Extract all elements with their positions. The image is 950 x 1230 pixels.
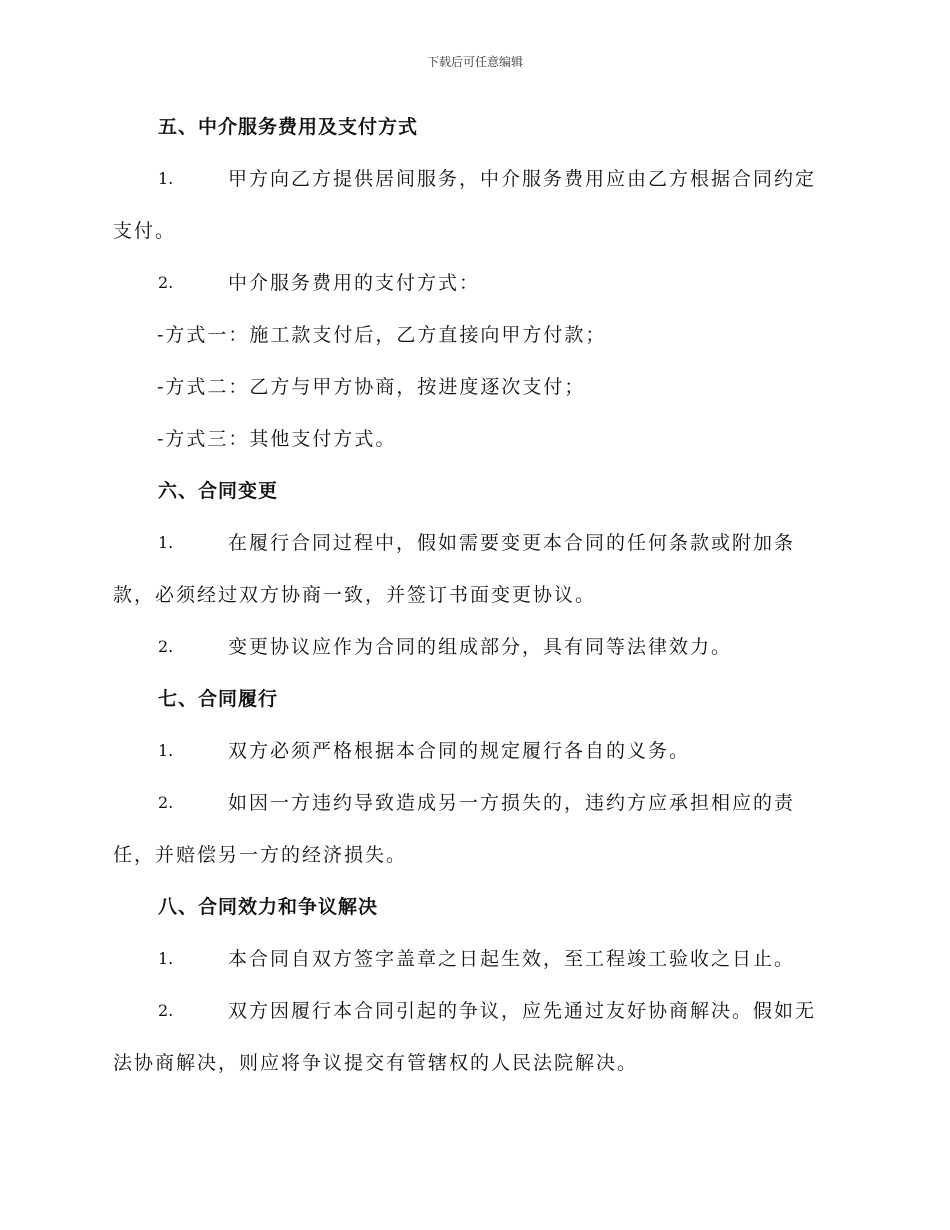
clause-text: 变更协议应作为合同的组成部分，具有同等法律效力。 xyxy=(228,636,733,658)
section-heading: 五、中介服务费用及支付方式 xyxy=(158,116,419,138)
clause xyxy=(113,942,833,994)
payment-option: -方式二：乙方与甲方协商，按进度逐次支付； xyxy=(157,376,586,398)
clause xyxy=(113,734,833,786)
clause-text: 本合同自双方签字盖章之日起生效，至工程竣工验收之日止。 xyxy=(228,948,796,970)
clause xyxy=(113,786,833,890)
clause-number: 2. xyxy=(158,637,174,656)
page-header: 下载后可任意编辑 xyxy=(426,55,523,69)
clause-number: 1. xyxy=(158,949,174,968)
clause xyxy=(113,526,833,630)
payment-option: -方式三：其他支付方式。 xyxy=(157,428,397,450)
clause-number: 1. xyxy=(158,169,174,188)
clause-text: 如因一方违约导致造成另一方损失的，违约方应承担相应的责 xyxy=(228,792,796,814)
clause xyxy=(113,266,833,318)
clause-text-continued: 任，并赔偿另一方的经济损失。 xyxy=(113,844,408,866)
clause xyxy=(113,162,833,266)
clause xyxy=(113,630,833,682)
clause-text: 中介服务费用的支付方式： xyxy=(228,272,481,294)
clause-text: 双方因履行本合同引起的争议，应先通过友好协商解决。假如无 xyxy=(228,1000,817,1022)
payment-option: -方式一：施工款支付后，乙方直接向甲方付款； xyxy=(157,324,607,346)
clause xyxy=(113,994,833,1098)
clause-number: 2. xyxy=(158,793,174,812)
section-heading: 七、合同履行 xyxy=(158,688,279,710)
clause-text: 双方必须严格根据本合同的规定履行各自的义务。 xyxy=(228,740,691,762)
clause-number: 1. xyxy=(158,533,174,552)
section-heading: 八、合同效力和争议解决 xyxy=(158,896,379,918)
clause-text: 在履行合同过程中，假如需要变更本合同的任何条款或附加条 xyxy=(228,532,796,554)
section-heading: 六、合同变更 xyxy=(158,480,279,502)
clause-text: 甲方向乙方提供居间服务，中介服务费用应由乙方根据合同约定 xyxy=(228,168,817,190)
clause-number: 2. xyxy=(158,1001,174,1020)
clause-text-continued: 支付。 xyxy=(113,220,177,242)
clause-number: 1. xyxy=(158,741,174,760)
clause-text-continued: 款，必须经过双方协商一致，并签订书面变更协议。 xyxy=(113,584,597,606)
clause-number: 2. xyxy=(158,273,174,292)
clause-text-continued: 法协商解决，则应将争议提交有管辖权的人民法院解决。 xyxy=(113,1052,639,1074)
document-body xyxy=(0,110,950,1098)
